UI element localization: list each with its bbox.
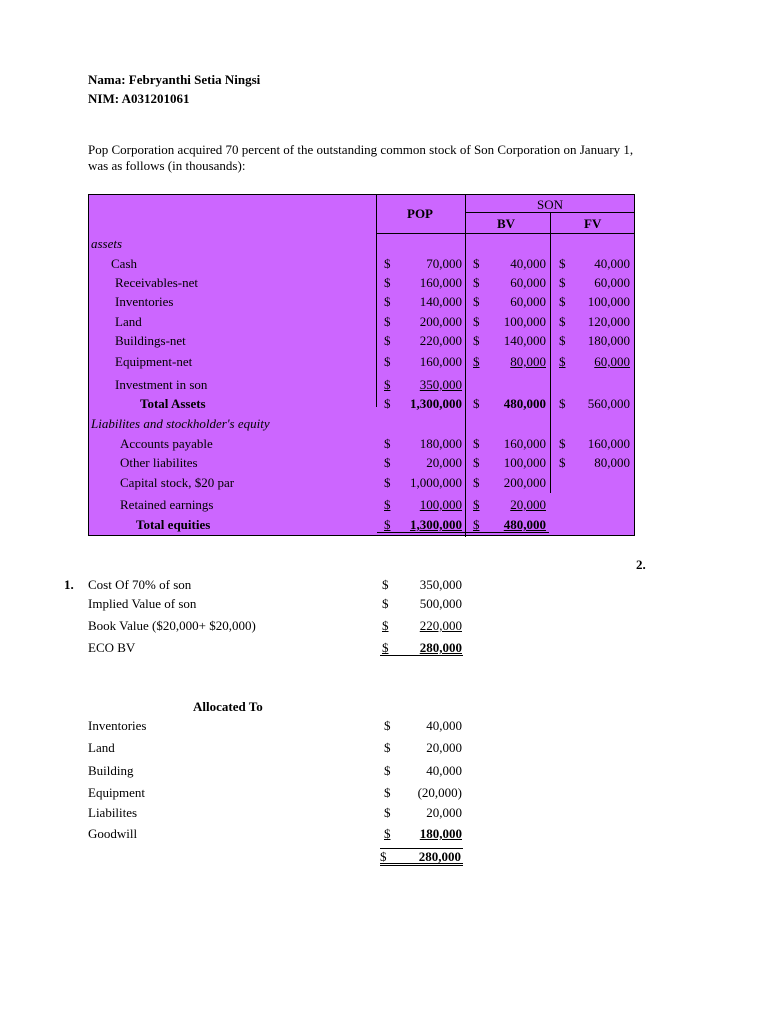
currency-sign: $ [384, 314, 391, 329]
currency-sign: $ [473, 333, 480, 348]
pop-value: 140,000 [419, 294, 462, 309]
header-divider [465, 212, 635, 213]
allocation-row-value: 40,000 [426, 718, 462, 733]
table-row-label: Cash [111, 256, 137, 271]
currency-sign: $ [559, 436, 566, 451]
eco-bv-double-rule [380, 655, 463, 656]
table-row-label: Buildings-net [115, 333, 186, 348]
bv-value: 80,000 [510, 354, 546, 369]
currency-sign: $ [384, 396, 391, 411]
question-1-marker: 1. [64, 577, 74, 592]
column-divider [550, 212, 551, 493]
column-divider [465, 195, 466, 537]
allocation-total-row [380, 848, 463, 866]
pop-value: 180,000 [419, 436, 462, 451]
student-nim: NIM: A031201061 [88, 91, 190, 106]
pop-value: 100,000 [419, 497, 462, 512]
fv-value: 560,000 [587, 396, 630, 411]
student-name: Nama: Febryanthi Setia Ningsi [88, 72, 261, 87]
allocation-row-value: 180,000 [419, 826, 462, 841]
currency-sign: $ [559, 314, 566, 329]
currency-sign: $ [384, 826, 391, 841]
pop-value: 70,000 [426, 256, 462, 271]
fv-value: 100,000 [587, 294, 630, 309]
currency-sign: $ [473, 436, 480, 451]
fv-value: 160,000 [587, 436, 630, 451]
part1-row-value: 280,000 [419, 640, 462, 655]
currency-sign: $ [473, 455, 480, 470]
currency-sign: $ [384, 275, 391, 290]
pop-value: 350,000 [419, 377, 462, 392]
table-row-label: Total equities [136, 517, 211, 532]
table-row-label: Inventories [115, 294, 174, 309]
bv-value: 20,000 [510, 497, 546, 512]
currency-sign: $ [384, 475, 391, 490]
fv-value: 60,000 [594, 354, 630, 369]
bv-value: 60,000 [510, 275, 546, 290]
fv-value: 180,000 [587, 333, 630, 348]
allocation-row-value: 20,000 [426, 740, 462, 755]
table-row-label: Other liabilites [120, 455, 198, 470]
col-fv: FV [584, 216, 602, 231]
total-double-rule [377, 532, 549, 533]
fv-value: 60,000 [594, 275, 630, 290]
table-row-label: Total Assets [140, 396, 206, 411]
header-divider [376, 233, 635, 234]
allocation-row-value: 40,000 [426, 763, 462, 778]
currency-sign: $ [473, 517, 480, 532]
currency-sign: $ [473, 275, 480, 290]
currency-sign: $ [559, 256, 566, 271]
table-row-label: Receivables-net [115, 275, 199, 290]
currency-sign: $ [384, 455, 391, 470]
part1-row-label: Implied Value of son [88, 596, 197, 611]
fv-value: 40,000 [594, 256, 630, 271]
table-row-label: Equipment-net [115, 354, 193, 369]
allocation-row-label: Goodwill [88, 826, 138, 841]
currency-sign: $ [384, 517, 391, 532]
currency-sign: $ [473, 497, 480, 512]
currency-sign: $ [559, 294, 566, 309]
currency-sign: $ [384, 256, 391, 271]
pop-value: 160,000 [419, 275, 462, 290]
table-row-label: Accounts payable [120, 436, 213, 451]
part1-row-value: 500,000 [419, 596, 462, 611]
currency-sign: $ [473, 256, 480, 271]
currency-sign: $ [473, 314, 480, 329]
currency-sign: $ [384, 497, 391, 512]
pop-value: 1,000,000 [410, 475, 462, 490]
bv-value: 480,000 [503, 396, 546, 411]
allocation-row-label: Inventories [88, 718, 147, 733]
bv-value: 40,000 [510, 256, 546, 271]
col-pop: POP [407, 206, 433, 221]
currency-sign: $ [384, 294, 391, 309]
col-son: SON [537, 197, 564, 212]
currency-sign: $ [473, 475, 480, 490]
currency-sign: $ [384, 805, 391, 820]
part1-row-value: 350,000 [419, 577, 462, 592]
currency-sign: $ [473, 294, 480, 309]
allocation-row-label: Building [88, 763, 134, 778]
currency-sign: $ [384, 718, 391, 733]
allocation-title: Allocated To [193, 699, 263, 714]
section-liabilities: Liabilites and stockholder's equity [91, 416, 270, 431]
allocation-row-label: Land [88, 740, 115, 755]
allocation-row-value: (20,000) [417, 785, 462, 800]
table-row-label: Retained earnings [120, 497, 214, 512]
currency-sign: $ [473, 396, 480, 411]
bv-value: 100,000 [503, 314, 546, 329]
fv-value: 120,000 [587, 314, 630, 329]
allocation-row-label: Liabilites [88, 805, 138, 820]
currency-sign: $ [384, 763, 391, 778]
bv-value: 100,000 [503, 455, 546, 470]
currency-sign: $ [559, 396, 566, 411]
column-divider [376, 195, 377, 407]
currency-sign: $ [384, 333, 391, 348]
part1-row-label: ECO BV [88, 640, 136, 655]
currency-sign: $ [559, 333, 566, 348]
pop-value: 20,000 [426, 455, 462, 470]
currency-sign: $ [559, 354, 566, 369]
currency-sign: $ [382, 640, 389, 655]
pop-value: 1,300,000 [410, 517, 462, 532]
question-2-marker: 2. [636, 557, 646, 572]
currency-sign: $ [384, 377, 391, 392]
bv-value: 60,000 [510, 294, 546, 309]
pop-value: 220,000 [419, 333, 462, 348]
section-assets: assets [91, 236, 123, 251]
currency-sign: $ [382, 596, 389, 611]
table-row-label: Capital stock, $20 par [120, 475, 235, 490]
bv-value: 140,000 [503, 333, 546, 348]
part1-row-label: Book Value ($20,000+ $20,000) [88, 618, 256, 633]
table-row-label: Investment in son [115, 377, 208, 392]
allocation-total-value: 280,000 [418, 849, 461, 864]
intro-line-1: Pop Corporation acquired 70 percent of the outstanding common stock of Son Corporation on January 1, [88, 142, 634, 157]
col-bv: BV [497, 216, 516, 231]
currency-sign: $ [384, 354, 391, 369]
currency-sign: $ [382, 618, 389, 633]
pop-value: 1,300,000 [410, 396, 462, 411]
allocation-row-value: 20,000 [426, 805, 462, 820]
currency-sign: $ [384, 740, 391, 755]
currency-sign: $ [559, 455, 566, 470]
allocation-row-label: Equipment [88, 785, 146, 800]
currency-sign: $ [384, 436, 391, 451]
currency-sign: $ [559, 275, 566, 290]
part1-row-label: Cost Of 70% of son [88, 577, 192, 592]
balance-sheet-table [88, 194, 635, 536]
pop-value: 160,000 [419, 354, 462, 369]
table-row-label: Land [115, 314, 142, 329]
pop-value: 200,000 [419, 314, 462, 329]
fv-value: 80,000 [594, 455, 630, 470]
bv-value: 480,000 [503, 517, 546, 532]
bv-value: 200,000 [503, 475, 546, 490]
currency-sign: $ [380, 849, 387, 864]
intro-line-2: was as follows (in thousands): [88, 158, 246, 173]
bv-value: 160,000 [503, 436, 546, 451]
currency-sign: $ [384, 785, 391, 800]
currency-sign: $ [382, 577, 389, 592]
part1-row-value: 220,000 [419, 618, 462, 633]
currency-sign: $ [473, 354, 480, 369]
